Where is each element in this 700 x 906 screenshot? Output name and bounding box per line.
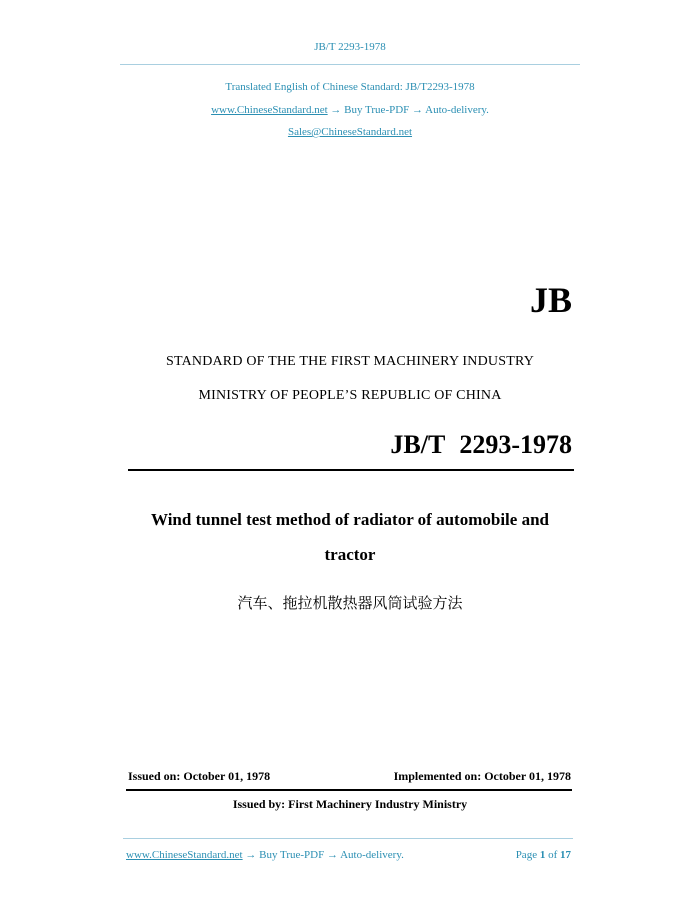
title-english-line-1: Wind tunnel test method of radiator of automobile and (151, 510, 549, 529)
page-indicator (516, 849, 571, 861)
implemented-date: Implemented on: October 01, 1978 (393, 769, 571, 783)
issuer-line-2: MINISTRY OF PEOPLE’S REPUBLIC OF CHINA (198, 388, 502, 403)
buy-text: → Buy True-PDF → Auto-delivery. (327, 104, 489, 116)
dates-divider (126, 789, 572, 791)
footer-divider (123, 838, 573, 839)
page-of: of (548, 849, 558, 861)
footer-buy-text: → Buy True-PDF → Auto-delivery. (242, 849, 404, 861)
title-chinese: 汽车、拖拉机散热器风筒试验方法 (237, 594, 463, 612)
page-current: 1 (539, 849, 546, 861)
issued-by: Issued by: First Machinery Industry Ministry (232, 797, 468, 811)
email-line (0, 126, 700, 138)
footer-promo (126, 849, 404, 861)
header-standard-code: JB/T 2293-1978 (314, 41, 386, 53)
promo-line (0, 104, 700, 116)
page-label: Page (515, 849, 538, 861)
page-total: 17 (560, 849, 571, 861)
title-english-line-2: tractor (324, 545, 376, 564)
email-link[interactable]: Sales@ChineseStandard.net (287, 126, 413, 138)
jb-mark: JB (529, 280, 572, 320)
standard-number: JB/T 2293-1978 (390, 430, 572, 459)
header-divider (120, 64, 580, 65)
issued-date: Issued on: October 01, 1978 (128, 769, 271, 783)
translation-notice: Translated English of Chinese Standard: JB/T2293-1978 (225, 81, 475, 93)
title-divider (128, 469, 574, 471)
site-link[interactable]: www.ChineseStandard.net (211, 104, 328, 116)
footer-site-link[interactable]: www.ChineseStandard.net (126, 849, 243, 861)
issuer-line-1: STANDARD OF THE THE FIRST MACHINERY INDUSTRY (165, 354, 535, 369)
